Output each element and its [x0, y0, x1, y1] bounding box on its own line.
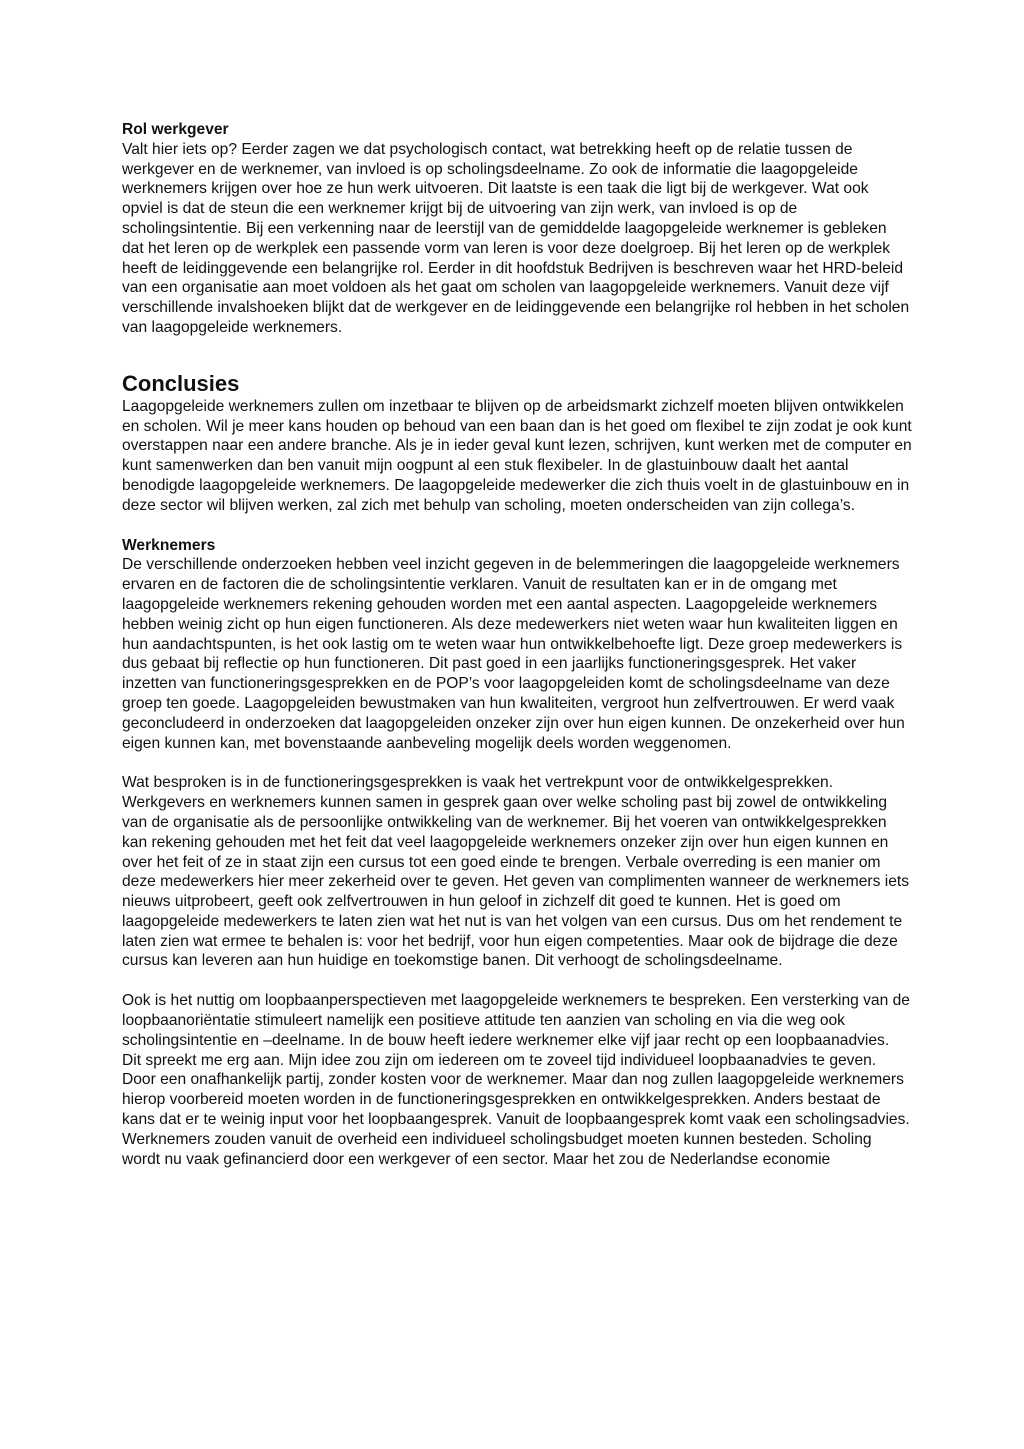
rol-werkgever-heading: Rol werkgever — [122, 121, 229, 138]
document-page — [122, 120, 912, 1169]
werknemers-paragraph-2: Wat besproken is in de functioneringsgesprekken is vaak het vertrekpunt voor de ontwikkelgesprekken. Werkgevers en werknemers kunnen samen in gesprek gaan over welke scholing past bij zowel de ontwikkeling van de organisatie als de persoonlijke ontwikkeling van de werknemer. Bij het voeren van ontwikkelgesprekken kan rekening gehouden met het feit dat veel laagopgeleide werknemers onzeker zijn over hun eigen kunnen en over het feit of ze in staat zijn een cursus tot een goed einde te brengen. Verbale overreding is een manier om deze medewerkers hier meer zekerheid over te geven. Het geven van complimenten wanneer de werknemers iets nieuws uitprobeert, geeft ook zelfvertrouwen in hun geloof in zichzelf dit goed te kunnen. Het is goed om laagopgeleide medewerkers te laten zien wat het nut is van het volgen van een cursus. Dus om het rendement te laten zien wat ermee te behalen is: voor het bedrijf, voor hun eigen competenties. Maar ook de bijdrage die deze cursus kan leveren aan hun huidige en toekomstige banen. Dit verhoogt de scholingsdeelname. — [122, 774, 910, 970]
werknemers-heading: Werknemers — [122, 536, 216, 554]
conclusies-heading: Conclusies — [122, 370, 240, 396]
spacer — [122, 971, 912, 991]
spacer — [122, 516, 912, 536]
werknemers-paragraph-1: De verschillende onderzoeken hebben veel inzicht gegeven in de belemmeringen die laagopgeleide werknemers ervaren en de factoren die de scholingsintentie verklaren. Vanuit de resultaten kan er in de omgang met laagopgeleide werknemers rekening gehouden worden met een aantal aspecten. Laagopgeleide werknemers hebben weinig zicht op hun eigen functioneren. Als deze medewerkers niet weten waar hun kwaliteiten liggen en hun aandachtspunten, is het ook lastig om te weten waar hun ontwikkelbehoefte ligt. Deze groep medewerkers is dus gebaat bij reflectie op hun functioneren. Dit past goed in een jaarlijks functioneringsgesprek. Het vaker inzetten van functioneringsgesprekken en de POP’s voor laagopgeleiden komt de scholingsdeelname van deze groep ten goede. Laagopgeleiden bewustmaken van hun kwaliteiten, vergroot hun zelfvertrouwen. Er werd vaak geconcludeerd in onderzoeken dat laagopgeleiden onzeker zijn over hun eigen kunnen. De onzekerheid over hun eigen kunnen kan, met bovenstaande aanbeveling mogelijk deels worden weggenomen. — [122, 556, 905, 752]
werknemers-paragraph-3: Ook is het nuttig om loopbaanperspectieven met laagopgeleide werknemers te bespreken. Een versterking van de loopbaanoriëntatie stimuleert namelijk een positieve attitude ten aanzien van scholing en via die weg ook scholingsintentie en –deelname. In de bouw heeft iedere werknemer elke vijf jaar recht op een loopbaanadvies. Dit spreekt me erg aan. Mijn idee zou zijn om iedereen om te zoveel tijd individueel loopbaanadvies te geven. Door een onafhankelijk partij, zonder kosten voor de werknemer. Maar dan nog zullen laagopgeleide werknemers hierop voorbereid moeten worden in de functioneringsgesprekken en ontwikkelgesprekken. Anders bestaat de kans dat er te weinig input voor het loopbaangesprek. Vanuit de loopbaangesprek komt vaak een scholingsadvies. Werknemers zouden vanuit de overheid een individueel scholingsbudget moeten kunnen besteden. Scholing wordt nu vaak gefinancierd door een werkgever of een sector. Maar het zou de Nederlandse economie — [122, 992, 910, 1168]
rol-werkgever-paragraph: Valt hier iets op? Eerder zagen we dat psychologisch contact, wat betrekking heeft op de relatie tussen de werkgever en de werknemer, van invloed is op scholingsdeelname. Zo ook de informatie die laagopgeleide werknemers krijgen over hoe ze hun werk uitvoeren. Dit laatste is een taak die ligt bij de werkgever. Wat ook opviel is dat de steun die een werknemer krijgt bij de uitvoering van zijn werk, van invloed is op de scholingsintentie. Bij een verkenning naar de leerstijl van de gemiddelde laagopgeleide werknemer is gebleken dat het leren op de werkplek een passende vorm van leren is voor deze doelgroep. Bij het leren op de werkplek heeft de leidinggevende een belangrijke rol. Eerder in dit hoofdstuk Bedrijven is beschreven waar het HRD-beleid van een organisatie aan moet voldoen als het gaat om scholen van laagopgeleide werknemers. Vanuit deze vijf verschillende invalshoeken blijkt dat de werkgever en de leidinggevende een belangrijke rol hebben in het scholen van laagopgeleide werknemers. — [122, 140, 910, 336]
conclusies-paragraph: Laagopgeleide werknemers zullen om inzetbaar te blijven op de arbeidsmarkt zichzelf moeten blijven ontwikkelen en scholen. Wil je meer kans houden op behoud van een baan dan is het goed om flexibel te zijn zodat je ook kunt overstappen naar een andere branche. Als je in ieder geval kunt lezen, schrijven, kunt werken met de computer en kunt samenwerken dan ben vanuit mijn oogpunt al een stuk flexibeler. In de glastuinbouw daalt het aantal benodigde laagopgeleide werknemers. De laagopgeleide medewerker die zich thuis voelt in de glastuinbouw en in deze sector wil blijven werken, zal zich met behulp van scholing, moeten onderscheiden van zijn collega’s. — [122, 397, 912, 514]
spacer — [122, 753, 912, 773]
spacer — [122, 338, 912, 371]
